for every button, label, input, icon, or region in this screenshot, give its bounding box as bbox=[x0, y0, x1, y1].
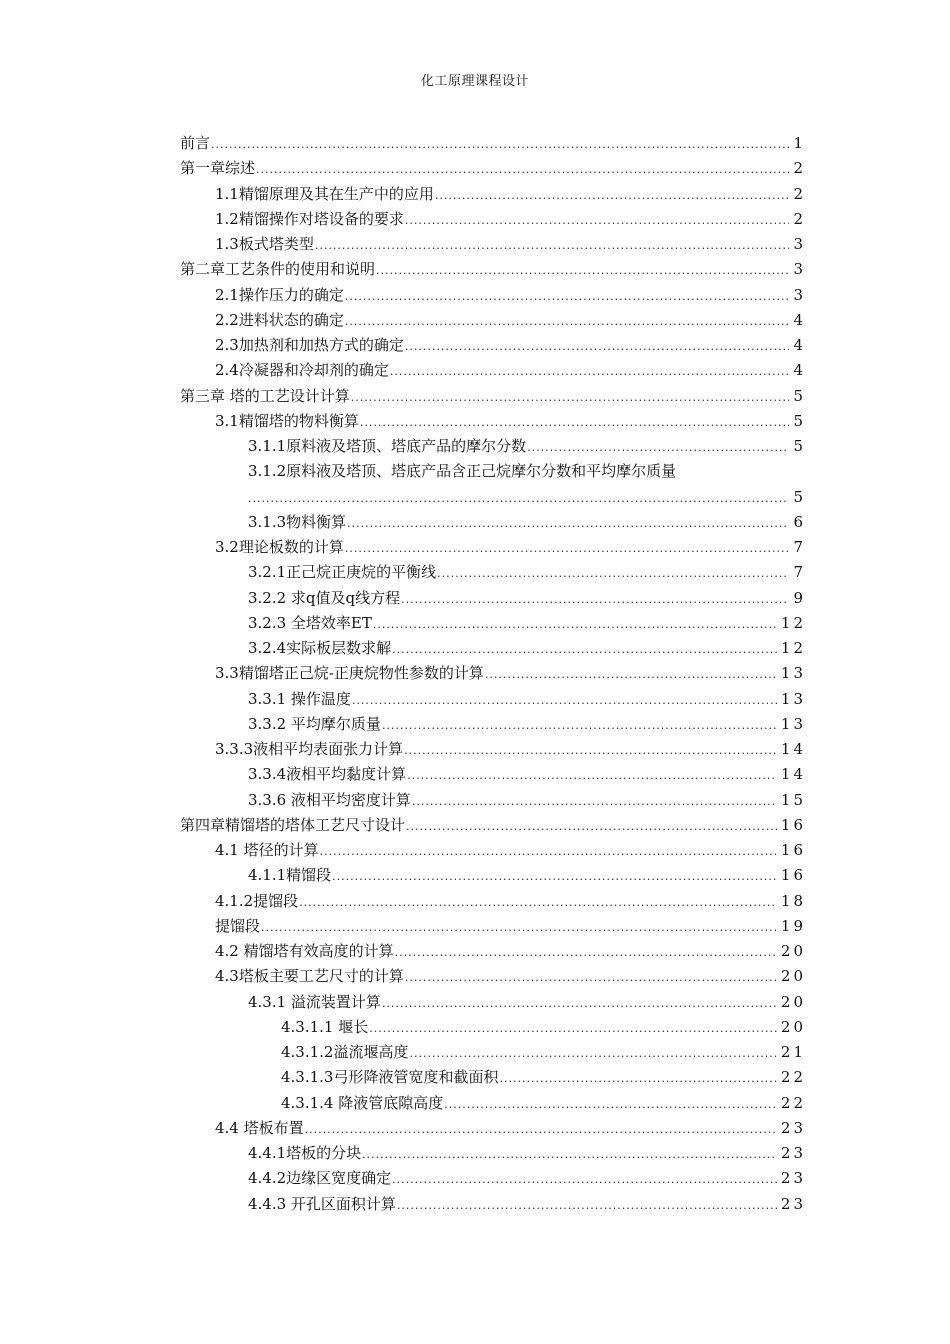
dot-leader bbox=[406, 813, 777, 839]
toc-page-number: 6 bbox=[793, 512, 806, 531]
dot-leader bbox=[382, 990, 777, 1016]
toc-entry-title: 4.1.1精馏段 bbox=[248, 863, 332, 888]
dot-leader bbox=[405, 333, 790, 359]
toc-entry[interactable] bbox=[180, 207, 806, 232]
toc-entry-title: 提馏段 bbox=[215, 914, 261, 939]
toc-entry-title: 3.1精馏塔的物料衡算 bbox=[215, 409, 360, 434]
toc-entry-title: 3.3.2 平均摩尔质量 bbox=[248, 712, 382, 737]
toc-entry[interactable] bbox=[180, 939, 806, 964]
dot-leader bbox=[437, 560, 789, 586]
toc-entry[interactable] bbox=[180, 409, 806, 434]
toc-entry-title: 3.3.3液相平均表面张力计算 bbox=[215, 737, 404, 762]
toc-page-number: 2 bbox=[793, 209, 806, 228]
dot-leader bbox=[305, 1116, 777, 1142]
toc-entry-title: 3.1.3物料衡算 bbox=[248, 510, 347, 535]
dot-leader bbox=[395, 939, 777, 965]
toc-entry-title: 第三章 塔的工艺设计计算 bbox=[180, 384, 351, 409]
toc-entry[interactable] bbox=[180, 687, 806, 712]
dot-leader bbox=[362, 1141, 777, 1167]
toc-entry-title: 第二章工艺条件的使用和说明 bbox=[180, 257, 376, 282]
dot-leader bbox=[409, 1040, 776, 1066]
toc-entry[interactable] bbox=[180, 283, 806, 308]
dot-leader bbox=[320, 838, 777, 864]
toc-entry-title: 1.3板式塔类型 bbox=[215, 232, 315, 257]
toc-page-number: 7 bbox=[793, 563, 806, 582]
dot-leader bbox=[412, 788, 777, 814]
toc-entry-title: 3.3.6 液相平均密度计算 bbox=[248, 788, 412, 813]
toc-entry[interactable] bbox=[180, 636, 806, 661]
toc-entry-title: 4.4.3 开孔区面积计算 bbox=[248, 1192, 397, 1217]
toc-entry-title: 4.3.1 溢流装置计算 bbox=[248, 990, 382, 1015]
toc-entry[interactable] bbox=[180, 308, 806, 333]
dot-leader bbox=[527, 434, 789, 460]
toc-entry[interactable] bbox=[180, 762, 806, 787]
toc-page-number: 20 bbox=[780, 1017, 806, 1036]
toc-entry[interactable] bbox=[180, 1141, 806, 1166]
dot-leader bbox=[444, 1091, 777, 1117]
toc-page-number: 23 bbox=[780, 1169, 806, 1188]
dot-leader bbox=[332, 863, 777, 889]
toc-entry-title: 1.1精馏原理及其在生产中的应用 bbox=[215, 182, 435, 207]
toc-entry-title: 3.2.1正己烷正庚烷的平衡线 bbox=[248, 560, 437, 585]
toc-page-number: 14 bbox=[780, 740, 806, 758]
toc-page-number: 12 bbox=[780, 639, 806, 657]
toc-entry[interactable] bbox=[180, 838, 806, 863]
dot-leader bbox=[405, 964, 777, 990]
toc-page-number: 16 bbox=[780, 815, 806, 834]
toc-page-number: 16 bbox=[780, 866, 806, 885]
toc-page-number: 18 bbox=[780, 891, 806, 910]
dot-leader bbox=[404, 737, 777, 763]
toc-page-number: 20 bbox=[780, 967, 806, 986]
toc-page-number: 9 bbox=[793, 588, 806, 607]
toc-page-number: 22 bbox=[780, 1068, 806, 1087]
toc-entry-title: 4.1 塔径的计算 bbox=[215, 838, 320, 863]
toc-page-number: 3 bbox=[793, 260, 806, 279]
toc-entry[interactable] bbox=[180, 964, 806, 989]
dot-leader bbox=[351, 384, 790, 410]
toc-entry[interactable] bbox=[180, 384, 806, 409]
toc-entry-title: 4.3塔板主要工艺尺寸的计算 bbox=[215, 964, 405, 989]
toc-entry-title: 4.4.2边缘区宽度确定 bbox=[248, 1166, 392, 1191]
dot-leader bbox=[401, 586, 789, 612]
toc-page-number: 5 bbox=[793, 487, 806, 506]
toc-entry-title: 3.2.3 全塔效率ET bbox=[248, 611, 373, 636]
table-of-contents bbox=[180, 131, 806, 1217]
toc-entry[interactable] bbox=[180, 485, 806, 510]
toc-entry[interactable] bbox=[180, 990, 806, 1015]
dot-leader bbox=[369, 1015, 777, 1041]
dot-leader bbox=[405, 207, 790, 233]
toc-entry[interactable] bbox=[180, 1116, 806, 1141]
toc-entry[interactable] bbox=[180, 156, 806, 181]
dot-leader bbox=[315, 232, 790, 258]
toc-entry[interactable] bbox=[180, 914, 806, 939]
toc-entry[interactable] bbox=[180, 611, 806, 636]
toc-page-number: 7 bbox=[793, 538, 806, 556]
toc-entry-title: 第一章综述 bbox=[180, 156, 256, 181]
dot-leader bbox=[407, 762, 777, 788]
toc-entry-title: 4.2 精馏塔有效高度的计算 bbox=[215, 939, 395, 964]
dot-leader bbox=[499, 1065, 776, 1091]
toc-entry[interactable] bbox=[180, 813, 806, 838]
toc-entry-title: 2.4冷凝器和冷却剂的确定 bbox=[215, 358, 390, 383]
dot-leader bbox=[382, 712, 777, 738]
toc-entry[interactable] bbox=[180, 661, 806, 686]
toc-entry[interactable] bbox=[180, 712, 806, 737]
toc-page-number: 4 bbox=[793, 361, 806, 380]
toc-page-number: 1 bbox=[793, 134, 806, 152]
toc-entry-title: 4.3.1.3弓形降液管宽度和截面积 bbox=[281, 1065, 499, 1090]
toc-page-number: 19 bbox=[780, 916, 806, 935]
toc-entry[interactable] bbox=[180, 182, 806, 207]
toc-entry[interactable] bbox=[180, 560, 806, 585]
toc-entry[interactable] bbox=[180, 1040, 806, 1065]
toc-page-number: 5 bbox=[793, 437, 806, 455]
toc-entry-title[interactable]: 3.1.2原料液及塔顶、塔底产品含正己烷摩尔分数和平均摩尔质量 bbox=[248, 462, 677, 481]
toc-page-number: 5 bbox=[793, 386, 806, 405]
dot-leader bbox=[397, 1192, 777, 1218]
toc-entry[interactable] bbox=[180, 1192, 806, 1217]
page-header: 化工原理课程设计 bbox=[420, 74, 529, 89]
dot-leader bbox=[435, 182, 790, 208]
dot-leader bbox=[347, 510, 789, 536]
toc-entry[interactable] bbox=[180, 434, 806, 459]
toc-entry[interactable] bbox=[180, 510, 806, 535]
toc-entry[interactable] bbox=[180, 737, 806, 762]
toc-page-number: 2 bbox=[793, 159, 806, 178]
toc-entry-title: 前言 bbox=[180, 131, 211, 156]
toc-entry-title: 3.3精馏塔正己烷-正庚烷物性参数的计算 bbox=[215, 661, 485, 686]
toc-entry[interactable] bbox=[180, 889, 806, 914]
toc-entry-title: 3.2.4实际板层数求解 bbox=[248, 636, 392, 661]
toc-page-number: 20 bbox=[780, 992, 806, 1011]
toc-page-number: 14 bbox=[780, 765, 806, 784]
toc-page-number: 16 bbox=[780, 841, 806, 859]
toc-entry[interactable] bbox=[180, 257, 806, 282]
toc-entry-title: 3.3.1 操作温度 bbox=[248, 687, 352, 712]
dot-leader bbox=[345, 283, 790, 309]
toc-page-number: 21 bbox=[780, 1043, 806, 1061]
dot-leader bbox=[392, 1166, 777, 1192]
toc-page-number: 15 bbox=[780, 790, 806, 809]
toc-entry[interactable] bbox=[180, 333, 806, 358]
toc-page-number: 4 bbox=[793, 336, 806, 354]
toc-entry-title: 3.1.1原料液及塔顶、塔底产品的摩尔分数 bbox=[248, 434, 527, 459]
toc-page-number: 13 bbox=[780, 664, 806, 683]
toc-page-number: 4 bbox=[793, 310, 806, 329]
toc-entry[interactable] bbox=[180, 1166, 806, 1191]
toc-page-number: 22 bbox=[780, 1093, 806, 1112]
toc-entry[interactable] bbox=[180, 1091, 806, 1116]
toc-entry[interactable] bbox=[180, 1065, 806, 1090]
toc-entry-title: 3.3.4液相平均黏度计算 bbox=[248, 762, 407, 787]
toc-page-number: 23 bbox=[780, 1194, 806, 1213]
toc-entry[interactable] bbox=[180, 535, 806, 560]
toc-page-number: 2 bbox=[793, 184, 806, 203]
dot-leader bbox=[360, 409, 790, 435]
toc-page-number: 12 bbox=[780, 613, 806, 632]
dot-leader bbox=[485, 661, 777, 687]
dot-leader bbox=[211, 131, 789, 157]
toc-entry-title: 2.2进料状态的确定 bbox=[215, 308, 345, 333]
toc-entry[interactable] bbox=[180, 586, 806, 611]
toc-entry-title: 2.1操作压力的确定 bbox=[215, 283, 345, 308]
toc-entry-title: 4.3.1.2溢流堰高度 bbox=[281, 1040, 409, 1065]
dot-leader bbox=[345, 535, 790, 561]
toc-entry[interactable] bbox=[180, 1015, 806, 1040]
toc-entry[interactable] bbox=[180, 863, 806, 888]
dot-leader bbox=[376, 257, 789, 283]
toc-page-number: 13 bbox=[780, 689, 806, 708]
toc-entry[interactable] bbox=[180, 358, 806, 383]
toc-page-number: 20 bbox=[780, 942, 806, 960]
toc-page-number: 13 bbox=[780, 714, 806, 733]
toc-page-number: 3 bbox=[793, 235, 806, 253]
toc-entry-title: 第四章精馏塔的塔体工艺尺寸设计 bbox=[180, 813, 406, 838]
toc-page-number: 5 bbox=[793, 411, 806, 430]
toc-entry-title: 4.1.2提馏段 bbox=[215, 889, 299, 914]
toc-entry-title: 3.2理论板数的计算 bbox=[215, 535, 345, 560]
toc-entry-title: 1.2精馏操作对塔设备的要求 bbox=[215, 207, 405, 232]
dot-leader bbox=[256, 156, 789, 182]
toc-entry[interactable] bbox=[180, 131, 806, 156]
toc-page-number: 3 bbox=[793, 285, 806, 304]
dot-leader bbox=[373, 611, 777, 637]
dot-leader bbox=[345, 308, 790, 334]
toc-entry-title: 4.4.1塔板的分块 bbox=[248, 1141, 362, 1166]
toc-entry-title: 4.3.1.1 堰长 bbox=[281, 1015, 369, 1040]
toc-entry-title: 2.3加热剂和加热方式的确定 bbox=[215, 333, 405, 358]
toc-entry[interactable] bbox=[180, 788, 806, 813]
dot-leader bbox=[392, 636, 777, 662]
dot-leader bbox=[390, 358, 790, 384]
dot-leader bbox=[261, 914, 777, 940]
dot-leader bbox=[352, 687, 777, 713]
toc-entry-title: 3.2.2 求q值及q线方程 bbox=[248, 586, 401, 611]
dot-leader bbox=[299, 889, 777, 915]
dot-leader bbox=[248, 485, 789, 511]
toc-entry-title: 4.3.1.4 降液管底隙高度 bbox=[281, 1091, 444, 1116]
toc-page-number: 23 bbox=[780, 1118, 806, 1137]
toc-page-number: 23 bbox=[780, 1144, 806, 1162]
toc-entry-title: 4.4 塔板布置 bbox=[215, 1116, 305, 1141]
toc-entry[interactable] bbox=[180, 232, 806, 257]
